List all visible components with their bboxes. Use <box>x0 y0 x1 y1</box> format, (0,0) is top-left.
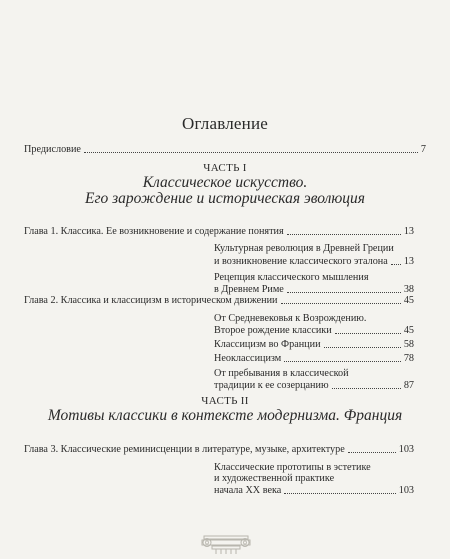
leader-dots <box>281 302 401 304</box>
toc-subentry-label: и художественной практике <box>214 473 335 484</box>
toc-subentry-label: От Средневековья к Возрождению. <box>214 313 367 324</box>
leader-dots <box>391 263 401 265</box>
toc-page-number: 45 <box>403 295 414 306</box>
toc-entry-label: традиции к ее созерцанию <box>214 380 329 391</box>
toc-page-number: 103 <box>398 444 414 455</box>
toc-entry-chapter-3[interactable] <box>24 443 414 456</box>
toc-page-number: 78 <box>403 353 414 364</box>
toc-entry-label: Неоклассицизм <box>214 353 282 364</box>
leader-dots <box>332 387 401 389</box>
leader-dots <box>84 151 418 153</box>
ionic-capital-ornament-icon <box>200 530 252 554</box>
toc-subentry-label: Культурная революция в Древней Греции <box>214 243 394 254</box>
toc-entry-preface[interactable] <box>24 143 426 156</box>
part-title-line: Его зарождение и историческая эволюция <box>84 190 366 207</box>
toc-page-number: 87 <box>403 380 414 391</box>
toc-page-number: 13 <box>403 226 414 237</box>
toc-subentry-label: Классические прототипы в эстетике <box>214 462 371 473</box>
toc-entry-label: Второе рождение классики <box>214 325 332 336</box>
toc-subentry[interactable] <box>214 324 414 337</box>
toc-entry-label: начала XX века <box>214 485 282 496</box>
toc-entry-label: Предисловие <box>24 144 81 155</box>
leader-dots <box>284 492 395 494</box>
toc-entry-label: Глава 3. Классические реминисценции в литературе, музыке, архитектуре <box>24 444 345 455</box>
toc-page-number: 7 <box>420 144 426 155</box>
leader-dots <box>324 346 401 348</box>
toc-entry-chapter-2[interactable] <box>24 294 414 307</box>
leader-dots <box>287 291 401 293</box>
toc-entry-label: Классицизм во Франции <box>214 339 321 350</box>
page-title: Оглавление <box>182 114 268 133</box>
toc-page-number: 38 <box>403 284 414 295</box>
toc-entry-label: Глава 1. Классика. Ее возникновение и содержание понятия <box>24 226 284 237</box>
toc-page-number: 45 <box>403 325 414 336</box>
part-label: ЧАСТЬ I <box>203 162 247 174</box>
leader-dots <box>335 332 401 334</box>
toc-subentry-label: Рецепция классического мышления <box>214 272 369 283</box>
toc-page-number: 58 <box>403 339 414 350</box>
part-title-line: Классическое искусство. <box>142 174 308 191</box>
toc-subentry[interactable] <box>214 379 414 392</box>
toc-entry-label: в Древнем Риме <box>214 284 284 295</box>
toc-subentry[interactable] <box>214 352 414 365</box>
toc-entry-chapter-1[interactable] <box>24 225 414 238</box>
leader-dots <box>348 451 396 453</box>
toc-entry-label: и возникновение классического эталона <box>214 256 388 267</box>
toc-page-number: 13 <box>403 256 414 267</box>
toc-subentry[interactable] <box>214 255 414 268</box>
part-title-line: Мотивы классики в контексте модернизма. Франция <box>47 407 403 424</box>
leader-dots <box>284 360 401 362</box>
toc-subentry[interactable] <box>214 338 414 351</box>
toc-subentry[interactable] <box>214 484 414 497</box>
toc-entry-label: Глава 2. Классика и классицизм в историческом движении <box>24 295 278 306</box>
toc-page-number: 103 <box>398 485 414 496</box>
part-label: ЧАСТЬ II <box>201 395 249 407</box>
leader-dots <box>287 233 401 235</box>
toc-subentry-label: От пребывания в классической <box>214 368 349 379</box>
